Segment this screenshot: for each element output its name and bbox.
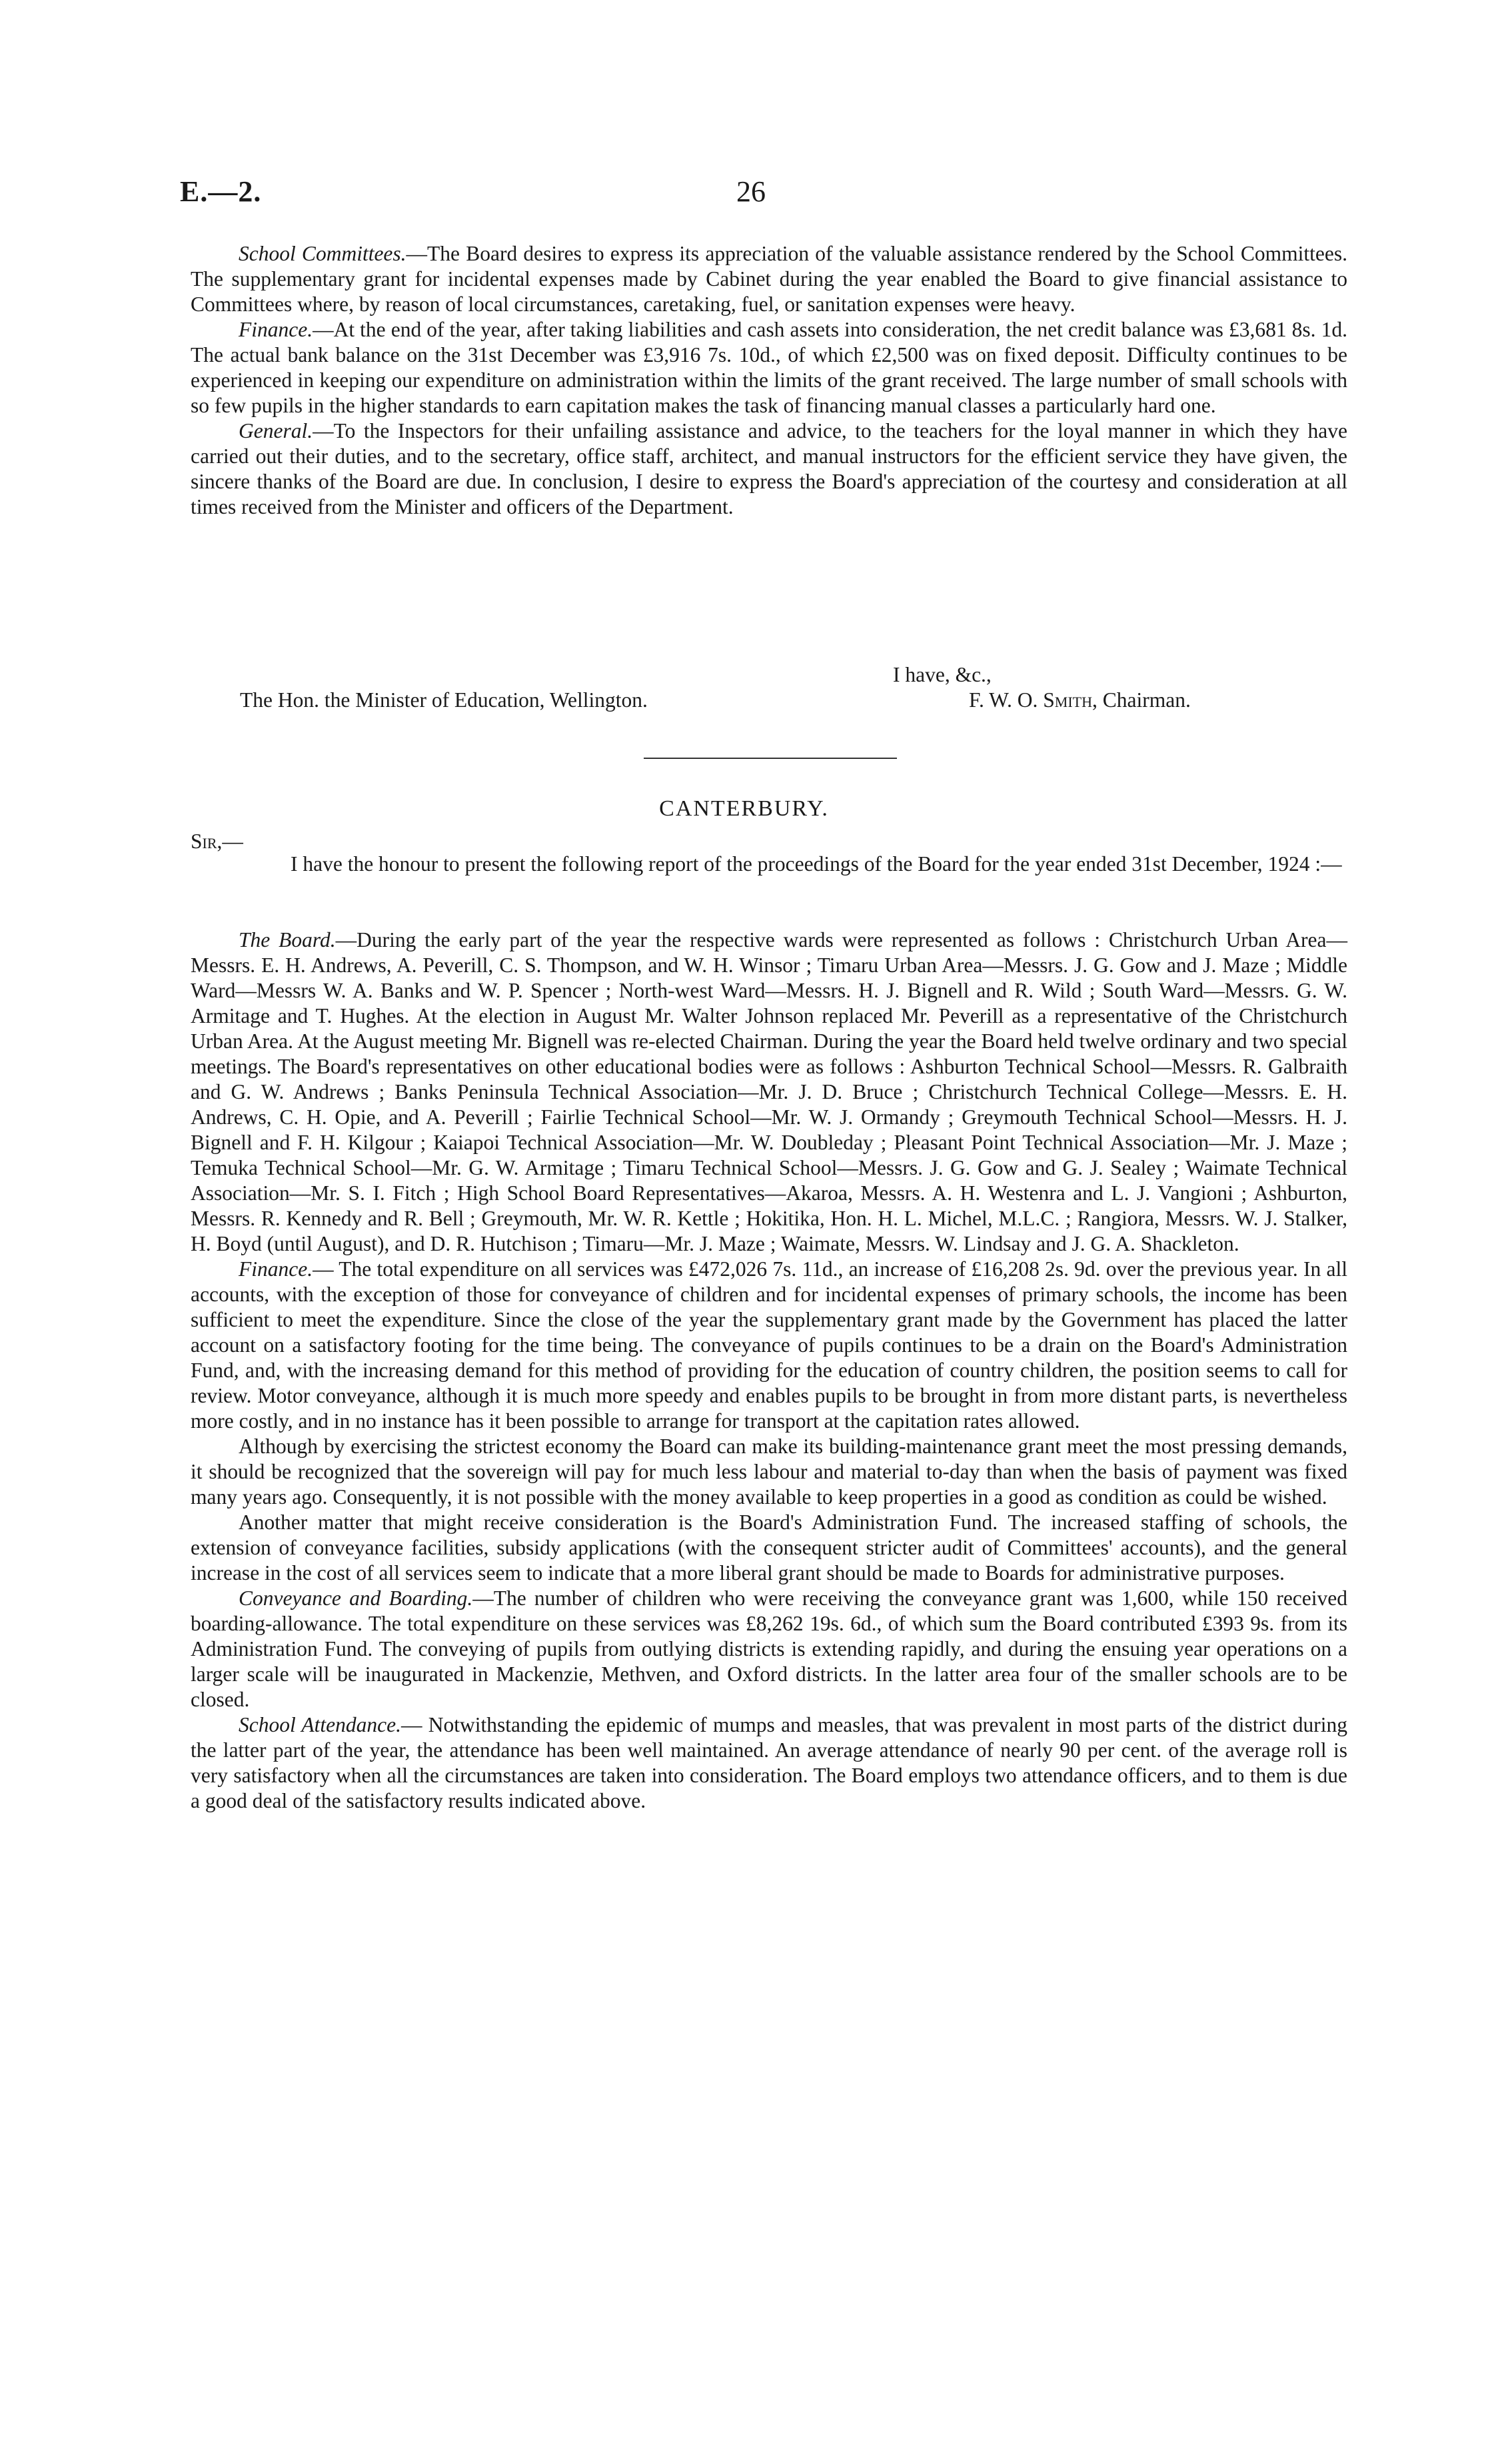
paragraph-text: —During the early part of the year the respective wards were represented as follows : Christchurch Urban Area—Messrs. E. H. Andrews, A. Peverill, C. S. Thompson, and W. H. Winsor ; Timaru Urban Area—Messrs. J. G. Gow and J. Maze ; Middle Ward—Messrs W. A. Banks and W. P. Spencer ; North-west Ward—Messrs. H. J. Bignell and R. Wild ; South Ward—Messrs. G. W. Armitage and T. Hughes. At the election in August Mr. Walter Johnson replaced Mr. Peverill as a representative of the Christchurch Urban Area. At the August meeting Mr. Bignell was re-elected Chairman. During the year the Board held twelve ordinary and two special meetings. The Board's representatives on other educational bodies were as follows : Ashburton Technical School—Messrs. R. Galbraith and G. W. Andrews ; Banks Peninsula Technical Association—Mr. J. D. Bruce ; Christchurch Technical College—Messrs. E. H. Andrews, C. H. Opie, and A. Peverill ; Fairlie Technical School—Mr. W. J. Ormandy ; Greymouth Technical School—Messrs. H. J. Bignell and F. H. Kilgour ; Kaiapoi Technical Association—Mr. W. Doubleday ; Pleasant Point Technical Association—Mr. J. Maze ; Temuka Technical School—Mr. G. W. Armitage ; Timaru Technical School—Messrs. J. G. Gow and G. J. Sealey ; Waimate Technical Association—Mr. S. I. Fitch ; High School Board Representatives—Akaroa, Messrs. A. H. Westenra and L. J. Vangioni ; Ashburton, Messrs. R. Kennedy and R. Bell ; Greymouth, Mr. W. R. Kettle ; Hokitika, Hon. H. L. Michel, M.L.C. ; Rangiora, Messrs. W. J. Stalker, H. Boyd (until August), and D. R. Hutchison ; Timaru—Mr. J. Maze ; Waimate, Messrs. W. Lindsay and J. G. A. Shackleton. — [191, 928, 1347, 1255]
letter-signature — [969, 688, 1191, 712]
paragraph-text: —To the Inspectors for their unfailing assistance and advice, to the teachers for the loyal manner in which they have carried out their duties, and to the secretary, office staff, architect, and manual instructors for the efficient service they have given, the sincere thanks of the Board are due. In conclusion, I desire to express the Board's appreciation of the courtesy and consideration at all times received from the Minister and officers of the Department. — [191, 419, 1347, 518]
signature-initials: F. W. O. — [969, 688, 1038, 712]
page-number: 26 — [736, 175, 766, 208]
intro-paragraph — [191, 852, 1347, 877]
paragraph-school-committees — [191, 241, 1347, 317]
paragraph-school-attendance — [191, 1712, 1347, 1814]
paragraph-administration-fund — [191, 1510, 1347, 1586]
paragraph-conveyance-boarding — [191, 1586, 1347, 1712]
paragraph-the-board — [191, 927, 1347, 1257]
letter-closing: I have, &c., — [893, 663, 992, 686]
letter-one-body — [191, 241, 1347, 520]
letter-addressee: The Hon. the Minister of Education, Wellington. — [240, 688, 648, 712]
paragraph-finance — [191, 317, 1347, 418]
paragraph-lead: School Attendance. — [239, 1713, 401, 1736]
canterbury-body — [191, 927, 1347, 1814]
paragraph-lead: School Committees. — [239, 242, 406, 265]
paragraph-text: — The total expenditure on all services was £472,026 7s. 11d., an increase of £16,208 2s. 9d. over the previous year. In all accounts, with the exception of those for conveyance of children and for incidental expenses of primary schools, the income has been sufficient to meet the expenditure. Since the close of the year the supplementary grant made by the Government has placed the latter account on a satisfactory footing for the time being. The conveyance of pupils continues to be a drain on the Board's Administration Fund, and, with the increasing demand for this method of providing for the education of country children, the position seems to call for review. Motor conveyance, although it is much more speedy and enables pupils to be brought in from more distant parts, is nevertheless more costly, and in no instance has it been possible to arrange for transport at the capitation rates allowed. — [191, 1257, 1347, 1433]
paragraph-lead: Conveyance and Boarding. — [239, 1586, 473, 1610]
paragraph-finance — [191, 1257, 1347, 1434]
salutation: Sir,— — [191, 830, 243, 853]
paragraph-text: Another matter that might receive consideration is the Board's Administration Fund. The increased staffing of schools, the extension of conveyance facilities, subsidy applications (with the consequent stricter audit of Committees' accounts), and the general increase in the cost of all services seem to indicate that a more liberal grant should be made to Boards for administrative purposes. — [191, 1511, 1347, 1584]
intro-text: I have the honour to present the following report of the proceedings of the Board for the year ended 31st December, 1924 :— — [291, 852, 1342, 876]
paragraph-text: — Notwithstanding the epidemic of mumps and measles, that was prevalent in most parts of the district during the latter part of the year, the attendance has been well maintained. An average attendance of nearly 90 per cent. of the average roll is very satisfactory when all the circumstances are taken into consideration. The Board employs two attendance officers, and to them is due a good deal of the satisfactory results indicated above. — [191, 1713, 1347, 1812]
paragraph-lead: Finance. — [239, 1257, 313, 1281]
paragraph-lead: Finance. — [239, 318, 313, 341]
document-reference: E.—2. — [180, 175, 262, 208]
paragraph-text: —The number of children who were receiving the conveyance grant was 1,600, while 150 received boarding-allowance. The total expenditure on these services was £8,262 19s. 6d., of which sum the Board contributed £393 9s. from its Administration Fund. The conveying of pupils from outlying districts is extending rapidly, and during the ensuing year operations on a larger scale will be inaugurated in Mackenzie, Methven, and Oxford districts. In the latter area four of the smaller schools are to be closed. — [191, 1586, 1347, 1711]
paragraph-text: —At the end of the year, after taking liabilities and cash assets into consideration, the net credit balance was £3,681 8s. 1d. The actual bank balance on the 31st December was £3,916 7s. 10d., of which £2,500 was on fixed deposit. Difficulty continues to be experienced in keeping our expenditure on administration within the limits of the grant received. The large number of small schools with so few pupils in the higher standards to earn capitation makes the task of financing manual classes a particularly hard one. — [191, 318, 1347, 417]
paragraph-text: —The Board desires to express its appreciation of the valuable assistance rendered by the School Committees. The supplementary grant for incidental expenses made by Cabinet during the year enabled the Board to give financial assistance to Committees where, by reason of local circumstances, caretaking, fuel, or sanitation expenses were heavy. — [191, 242, 1347, 316]
paragraph-lead: The Board. — [239, 928, 336, 951]
section-heading: CANTERBURY. — [659, 796, 829, 821]
signature-title: , Chairman. — [1092, 688, 1191, 712]
section-divider — [644, 758, 897, 759]
paragraph-lead: General. — [239, 419, 313, 442]
paragraph-text: Although by exercising the strictest economy the Board can make its building-maintenance grant meet the most pressing demands, it should be recognized that the sovereign will pay for much less labour and material to-day than when the basis of payment was fixed many years ago. Consequently, it is not possible with the money available to keep properties in a good as condition as could be wished. — [191, 1435, 1347, 1509]
signature-name: Smith — [1043, 688, 1092, 712]
paragraph-general — [191, 418, 1347, 520]
paragraph-building-maintenance — [191, 1434, 1347, 1510]
